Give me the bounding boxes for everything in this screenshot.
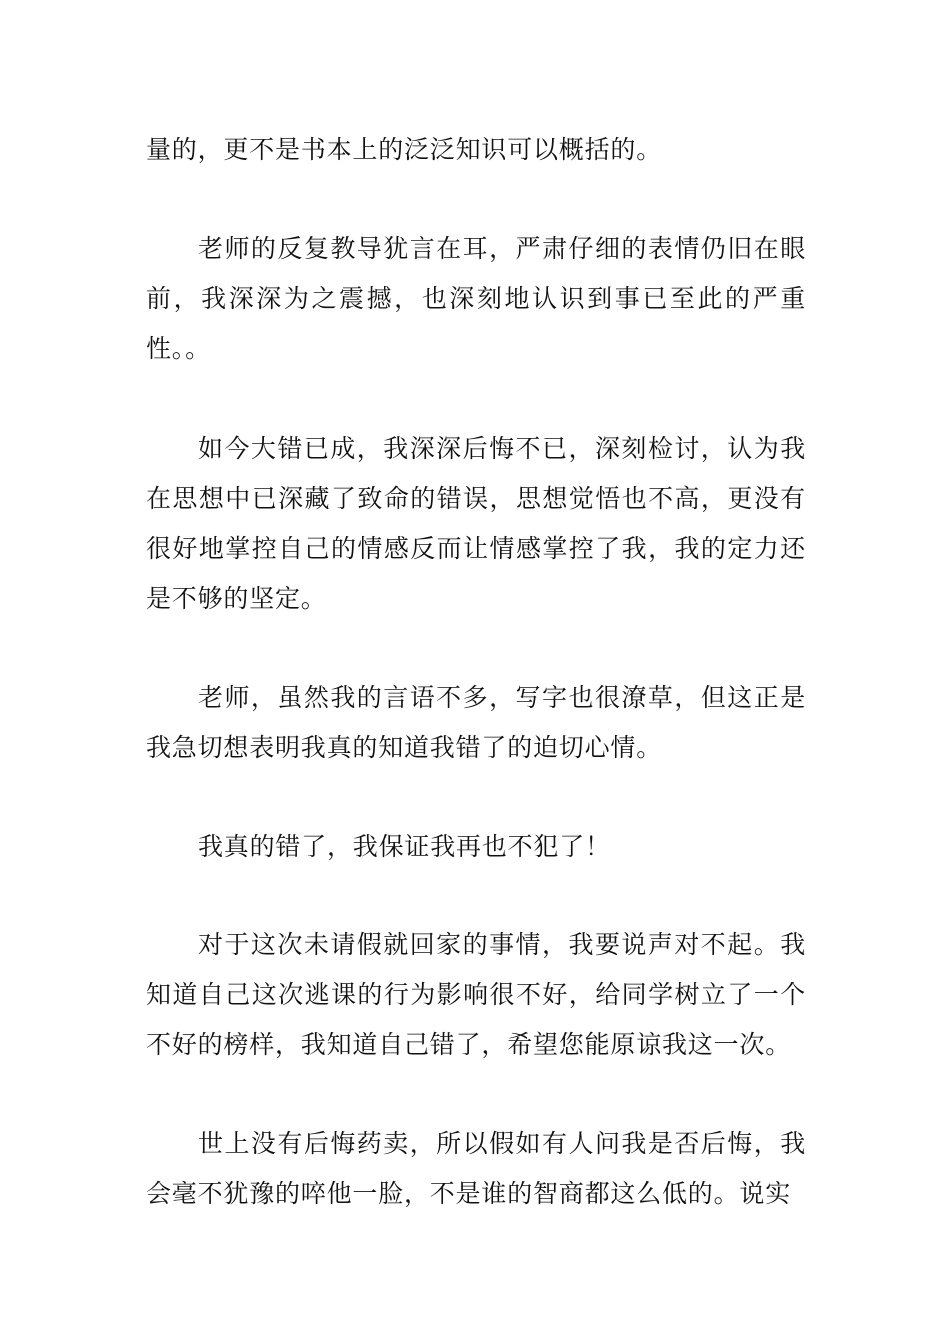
paragraph-promise: 我真的错了，我保证我再也不犯了！ <box>198 832 611 861</box>
paragraph-teacher-teaching: 老师的反复教导犹言在耳，严肃仔细的表情仍旧在眼前，我深深为之震撼，也深刻地认识到事已至此的严重性。。 <box>146 234 806 363</box>
paragraph-apology: 对于这次未请假就回家的事情，我要说声对不起。我知道自己这次逃课的行为影响很不好，给同学树立了一个不好的榜样，我知道自己错了，希望您能原谅我这一次。 <box>146 930 806 1059</box>
paragraph-regret: 如今大错已成，我深深后悔不已，深刻检讨，认为我在思想中已深藏了致命的错误，思想觉悟也不高，更没有很好地掌控自己的情感反而让情感掌控了我，我的定力还是不够的坚定。 <box>146 434 806 613</box>
paragraph-continuation: 量的，更不是书本上的泛泛知识可以概括的。 <box>146 135 663 164</box>
paragraph-no-regret-medicine: 世上没有后悔药卖，所以假如有人问我是否后悔，我会毫不犹豫的啐他一脸，不是谁的智商都这么低的。说实 <box>146 1129 806 1208</box>
paragraph-handwriting: 老师，虽然我的言语不多，写字也很潦草，但这正是我急切想表明我真的知道我错了的迫切心情。 <box>146 683 806 762</box>
